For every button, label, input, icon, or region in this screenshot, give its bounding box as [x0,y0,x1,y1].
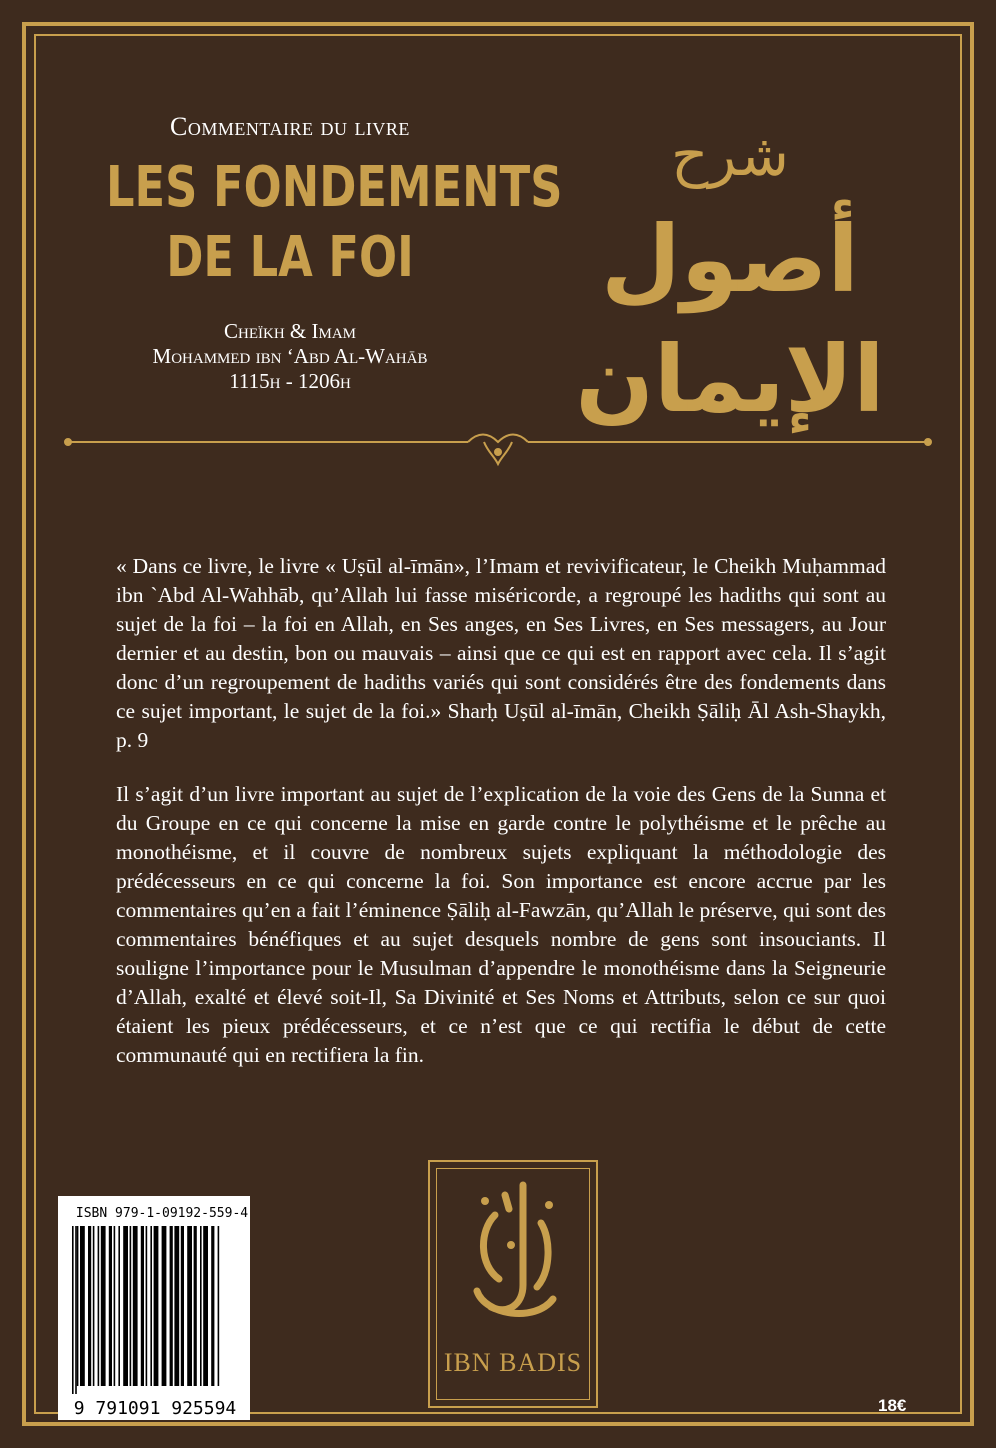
barcode-bar [88,1226,91,1386]
barcode-bar [187,1226,192,1386]
description-paragraph: Il s’agit d’un livre important au sujet de l’explication de la voie des Gens de la Sunna et du Groupe en ce qui concerne la mise en garde contre le polythéisme et le prêche au monothéisme, et il couvre de nombreux sujets expliquant la méthodologie des prédécesseurs en ce qui concerne la foi. Son importance est encore accrue par les commentaires qu’en a fait l’éminence Ṣāliḥ al-Fawzān, qu’Allah le préserve, qui sont des commentaires bénéfiques et au sujet desquels nombre de gens sont insouciants. Il souligne l’importance pour le Musulman d’appendre le monothéisme dans la Seigneurie d’Allah, exalté et élevé soit-Il, Sa Divinité et Ses Noms et Attributs, selon ce sur quoi étaient les pieux prédécesseurs, et ce n’est que ce qui rectifia le début de cette communauté qui en rectifiera la fin. [116,782,886,1067]
barcode-bar [203,1226,208,1386]
arabic-title-line-1: شرح [670,121,790,189]
barcode-bar [200,1226,202,1386]
barcode-bar [162,1226,167,1386]
isbn-number: ISBN 979-1-09192-559-4 [75,1206,249,1221]
barcode-guard-bar [75,1226,77,1394]
barcode-bar [174,1226,179,1386]
publisher-name: IBN BADIS [443,1348,583,1377]
arabic-title-line-2: أصول الإيمان [575,206,885,433]
barcode-bar [123,1226,128,1386]
cover-subtitle: Commentaire du livre [170,112,410,141]
barcode-bar [146,1226,148,1386]
barcode-bars [66,1226,246,1394]
barcode-bar [181,1226,184,1386]
barcode-bar [218,1226,220,1386]
barcode-bar [101,1226,106,1386]
barcode-guard-bar [72,1226,74,1394]
barcode-digits: 9 791091 925594 [73,1398,237,1419]
publisher-calligraphy-logo [455,1175,571,1335]
barcode-bar [154,1226,159,1386]
book-title-line-2: DE LA FOI [166,225,414,290]
author-dates: 1115h - 1206h [229,369,351,393]
barcode-bar [114,1226,116,1386]
arabic-calligraphy-title [510,120,950,433]
description-quote-paragraph: « Dans ce livre, le livre « Uṣūl al-īmān», l’Imam et revivificateur, le Cheikh Muḥammad ibn `Abd Al-Wahhāb, qu’Allah lui fasse miséricorde, a regroupé les hadiths qui sont au sujet de la foi – la foi en Allah, en Ses anges, en Ses Livres, en Ses messagers, au Jour dernier et au destin, bon ou mauvais – ainsi que ce qui est en rapport avec cela. Il s’agit donc d’un regroupement de hadiths variés qui sont considérés être des fondements dans ce sujet important, le sujet de la foi.» Sharḥ Uṣūl al-īmān, Cheikh Ṣāliḥ Āl Ash-Shaykh, p. 9 [116,554,886,752]
barcode-bar [133,1226,138,1386]
barcode-bar [109,1226,112,1386]
barcode-bar [80,1226,85,1386]
author-name: Mohammed ibn ‘Abd Al-Wahāb [152,344,428,368]
barcode-bar [194,1226,197,1386]
barcode-bar [141,1226,144,1386]
barcode-bar [130,1226,132,1386]
barcode-bar [170,1226,173,1386]
ornamental-divider [64,430,932,470]
barcode-bar [211,1226,214,1386]
barcode-bar [150,1226,152,1386]
barcode-bar [93,1226,95,1386]
barcode-bar [98,1226,100,1386]
price-label: 18€ [878,1396,907,1415]
book-title-line-1: LES FONDEMENTS [106,155,563,220]
barcode-bar [118,1226,120,1386]
barcode-bar [77,1226,79,1386]
author-honorific: Cheïkh & Imam [224,319,356,343]
